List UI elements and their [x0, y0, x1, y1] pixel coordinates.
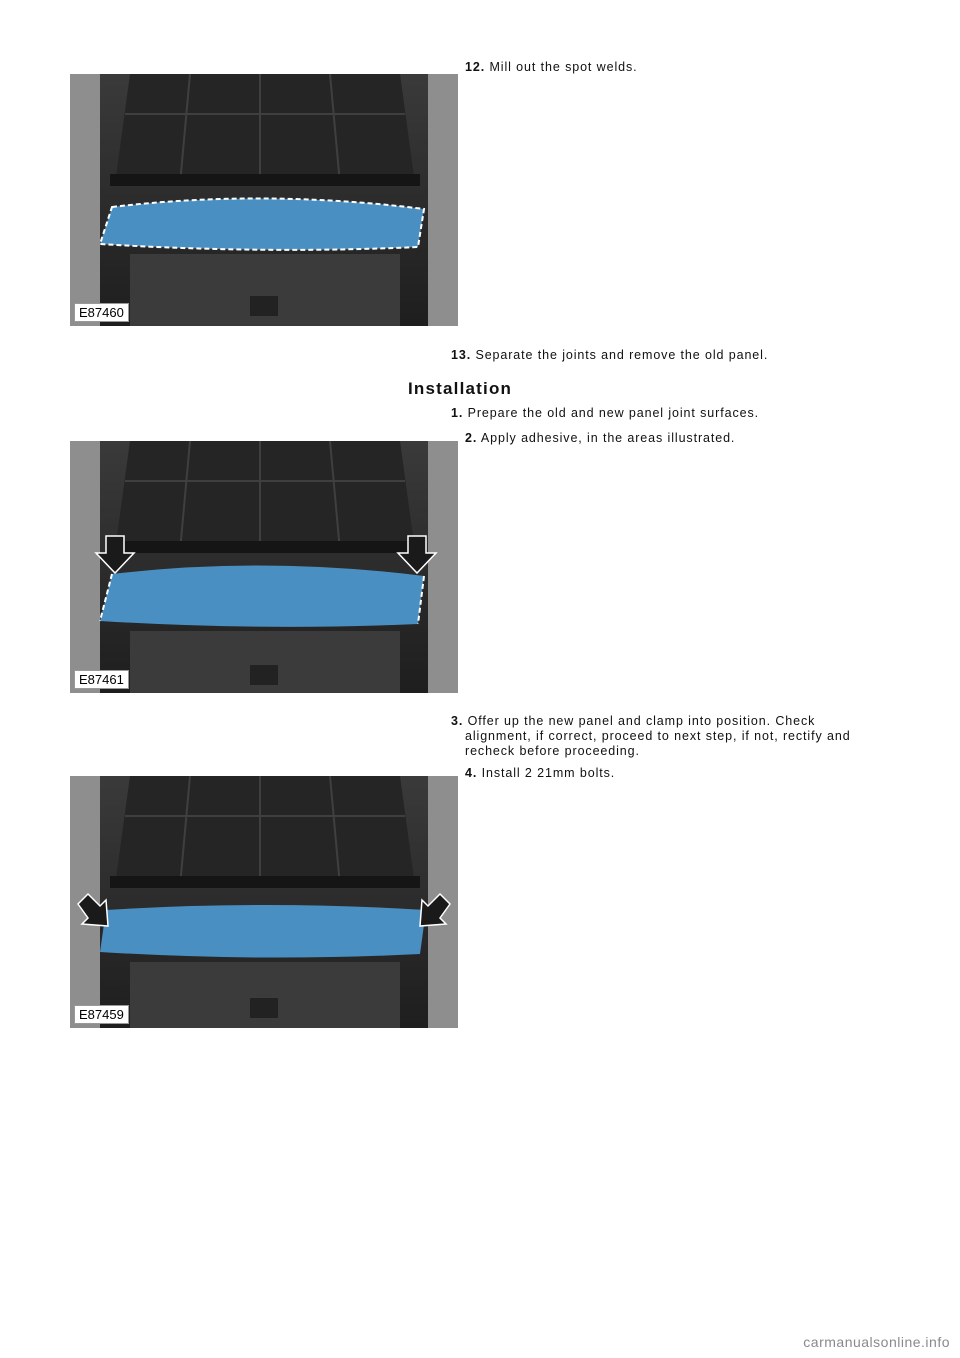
figure-e87460	[70, 74, 458, 326]
step-13	[451, 348, 768, 363]
step-text: Prepare the old and new panel joint surfaces.	[467, 406, 759, 420]
step-text: Apply adhesive, in the areas illustrated.	[480, 431, 736, 445]
step-number: 3.	[451, 714, 464, 728]
roof-panel-illustration	[70, 776, 458, 1028]
install-step-1	[451, 406, 759, 421]
install-step-2	[465, 431, 735, 446]
step-number: 4.	[465, 766, 478, 780]
step-line: alignment, if correct, proceed to next step, if not, rectify and	[465, 729, 851, 743]
step-line	[451, 714, 851, 729]
step-text: Separate the joints and remove the old panel.	[475, 348, 769, 362]
step-text-line: Offer up the new panel and clamp into position. Check	[467, 714, 816, 728]
step-number: 12.	[465, 60, 486, 74]
step-12	[465, 60, 638, 75]
figure-id-label: E87460	[74, 303, 129, 322]
figure-e87461	[70, 441, 458, 693]
step-text: Install 2 21mm bolts.	[481, 766, 616, 780]
figure-id-label: E87461	[74, 670, 129, 689]
roof-panel-illustration	[70, 74, 458, 326]
install-step-3	[451, 714, 851, 759]
roof-panel-illustration	[70, 441, 458, 693]
figure-e87459	[70, 776, 458, 1028]
install-step-4	[465, 766, 615, 781]
step-number: 2.	[465, 431, 478, 445]
step-line: recheck before proceeding.	[465, 744, 640, 758]
step-number: 1.	[451, 406, 464, 420]
figure-id-label: E87459	[74, 1005, 129, 1024]
section-heading-installation: Installation	[408, 379, 513, 398]
watermark-footer: carmanualsonline.info	[803, 1334, 950, 1350]
step-number: 13.	[451, 348, 472, 362]
step-text: Mill out the spot welds.	[489, 60, 638, 74]
